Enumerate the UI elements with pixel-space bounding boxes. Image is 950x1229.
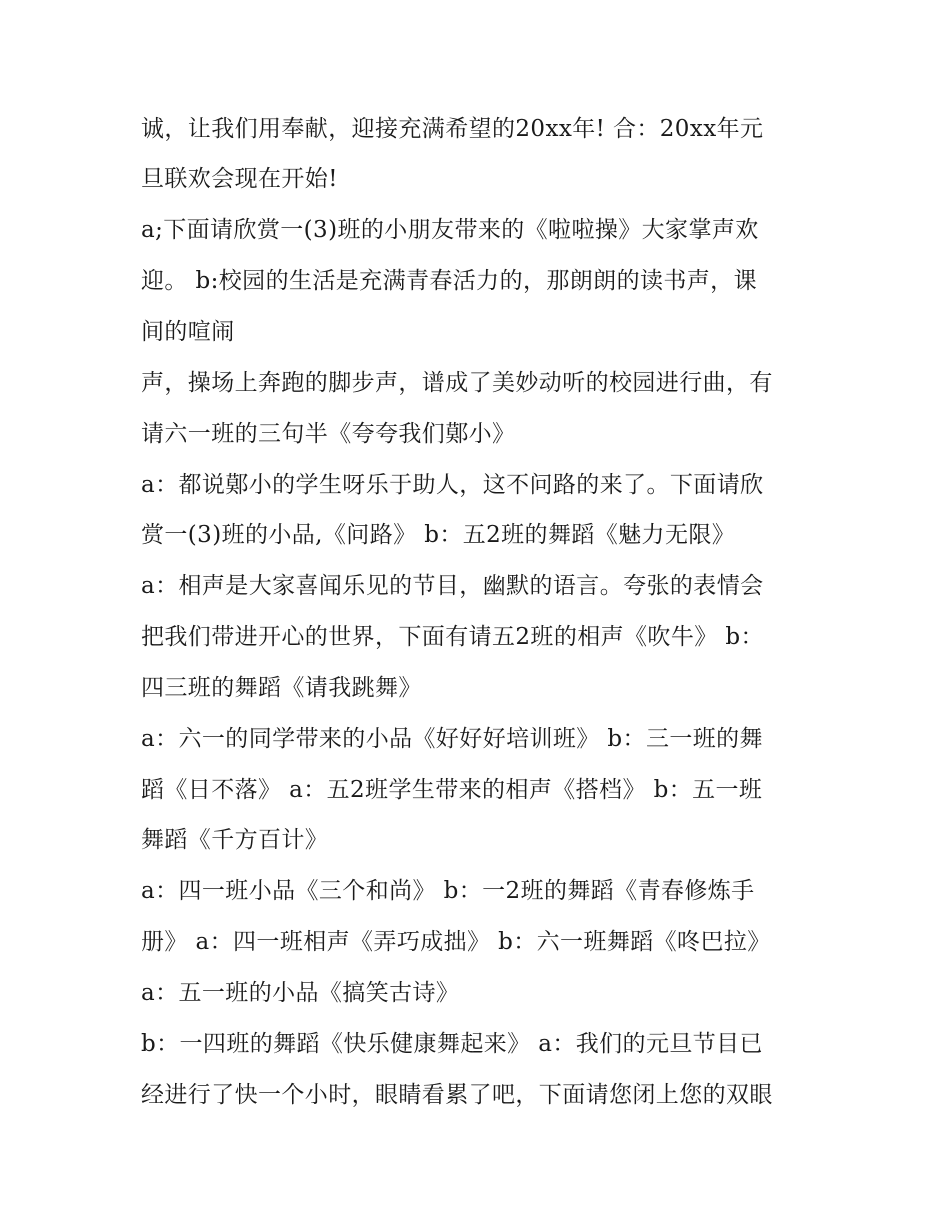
text-line: a：相声是大家喜闻乐见的节目，幽默的语言。夸张的表情会 bbox=[141, 573, 764, 599]
text-line: 经进行了快一个小时，眼睛看累了吧，下面请您闭上您的双眼 bbox=[141, 1082, 773, 1108]
text-line: 四三班的舞蹈《请我跳舞》 bbox=[141, 675, 422, 701]
text-line: 间的喧闹 bbox=[141, 319, 235, 345]
text-line: 诚，让我们用奉献，迎接充满希望的20xx年! 合：20xx年元 bbox=[141, 116, 764, 142]
text-line: 声，操场上奔跑的脚步声，谱成了美妙动听的校园进行曲，有 bbox=[141, 370, 773, 396]
text-line: 赏一(3)班的小品,《问路》 b：五2班的舞蹈《魅力无限》 bbox=[141, 522, 736, 548]
text-line: 把我们带进开心的世界，下面有请五2班的相声《吹牛》 b： bbox=[141, 624, 764, 650]
text-line: 迎。 b:校园的生活是充满青春活力的，那朗朗的读书声，课 bbox=[141, 268, 757, 294]
text-line: a：四一班小品《三个和尚》 b：一2班的舞蹈《青春修炼手 bbox=[141, 878, 755, 904]
text-line: 请六一班的三句半《夸夸我们鄚小》 bbox=[141, 421, 516, 447]
text-line: 蹈《日不落》 a：五2班学生带来的相声《搭档》 b：五一班 bbox=[141, 777, 763, 803]
text-line: a：都说鄚小的学生呀乐于助人，这不问路的来了。下面请欣 bbox=[141, 472, 764, 498]
text-line: b：一四班的舞蹈《快乐健康舞起来》 a：我们的元旦节目已 bbox=[141, 1031, 763, 1057]
text-line: a;下面请欣赏一(3)班的小朋友带来的《啦啦操》大家掌声欢 bbox=[141, 217, 759, 243]
text-line: a：六一的同学带来的小品《好好好培训班》 b：三一班的舞 bbox=[141, 726, 763, 752]
text-line: 舞蹈《千方百计》 bbox=[141, 827, 329, 853]
text-line: 旦联欢会现在开始! bbox=[141, 166, 338, 192]
text-line: a：五一班的小品《搞笑古诗》 bbox=[141, 980, 460, 1006]
text-line: 册》 a：四一班相声《弄巧成拙》 b：六一班舞蹈《咚巴拉》 bbox=[141, 929, 771, 955]
